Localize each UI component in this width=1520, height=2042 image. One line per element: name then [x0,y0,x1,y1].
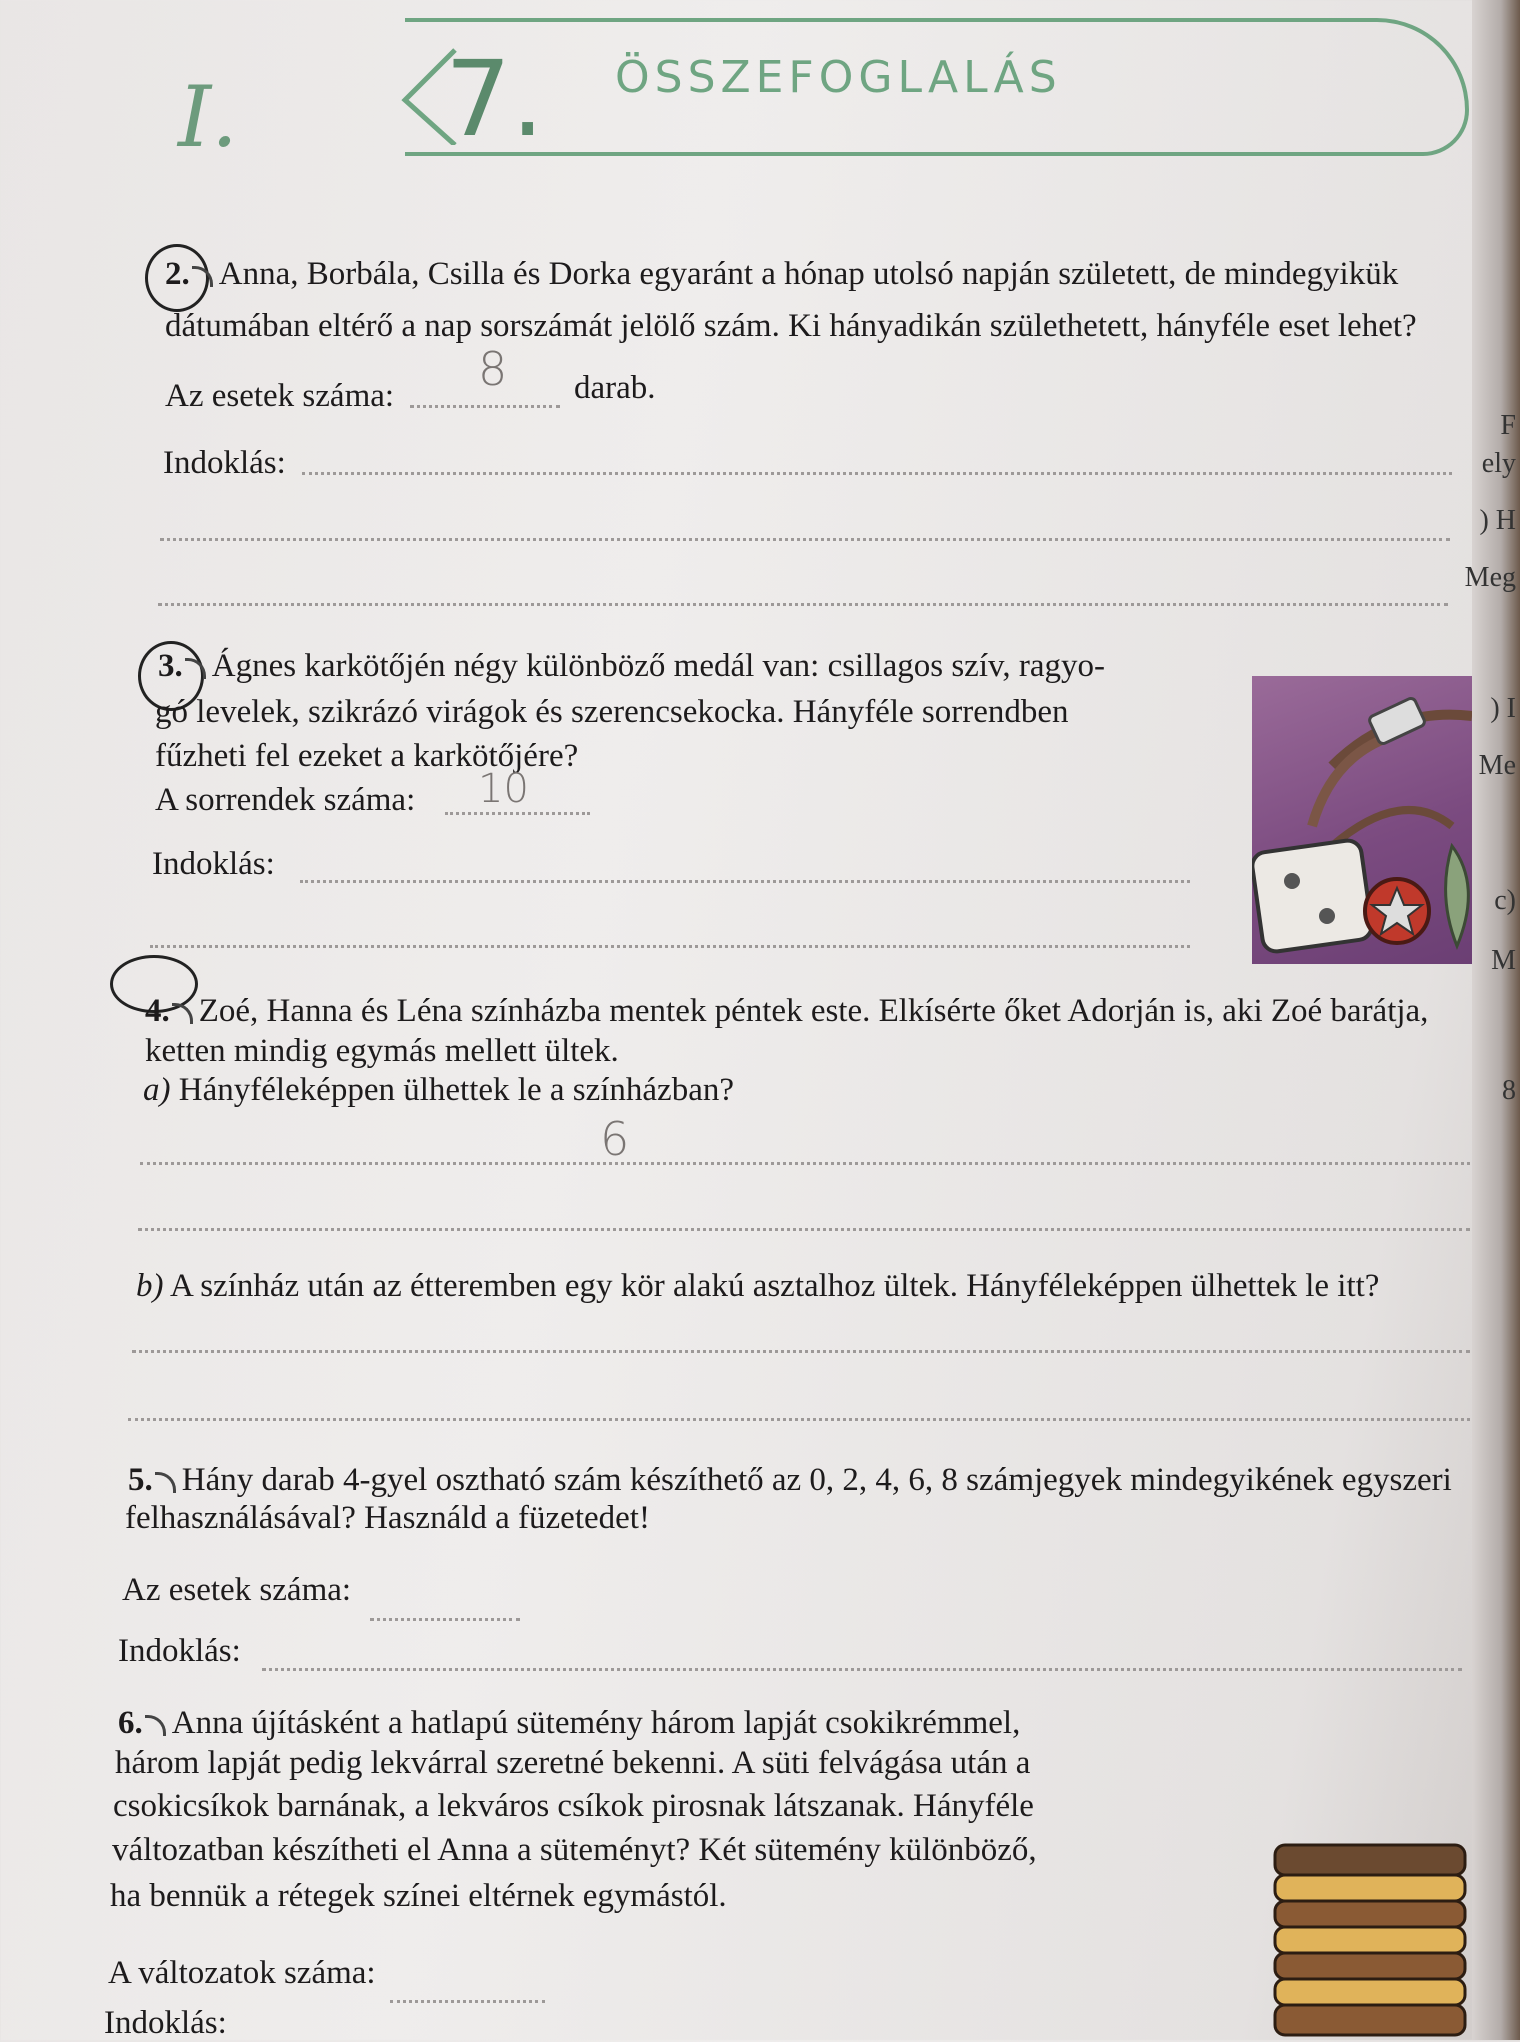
q4b-answer-line-1[interactable] [132,1350,1470,1353]
q6-reason-label: Indoklás: [104,2005,227,2041]
edge-fragment: Meg [1464,562,1516,593]
q4-line-1: 4. Zoé, Hanna és Léna színházba mentek péntek este. Elkísérte őket Adorján is, aki Zoé barátja, [145,993,1429,1029]
q6-line-3: csokicsíkok barnának, a lekváros csíkok pirosnak látszanak. Hányféle [113,1788,1034,1824]
q2-cases-answer-line[interactable] [410,405,560,408]
q6-line-5: ha bennük a rétegek színei eltérnek egymástól. [110,1878,727,1914]
difficulty-icon [192,266,213,287]
q3-reason-line-2[interactable] [150,945,1190,948]
q4-line-2: ketten mindig egymás mellett ültek. [145,1033,619,1069]
q5-line-2: felhasználásával? Használd a füzetedet! [125,1500,650,1536]
q4a-answer-line-2[interactable] [138,1228,1470,1231]
difficulty-icon [172,1003,193,1024]
q5-line-1: 5. Hány darab 4-gyel osztható szám készíthető az 0, 2, 4, 6, 8 számjegyek mindegyikének egyszeri [128,1462,1452,1498]
q3-orders-answer-line[interactable] [445,812,590,815]
q5-cases-label: Az esetek száma: [122,1572,352,1608]
q4b-label: b) [136,1268,164,1304]
q3-line-1: 3. Ágnes karkötőjén négy különböző medál van: csillagos szív, ragyo- [158,648,1105,684]
part-number: I. [178,68,238,166]
q6-line-2: három lapját pedig lekvárral szeretné bekenni. A süti felvágása után a [115,1745,1031,1781]
q3-reason-line-1[interactable] [300,880,1190,883]
adjacent-page-edge [1472,0,1520,2040]
q2-cases-label: Az esetek száma: [165,378,395,414]
q2-line-1: 2. Anna, Borbála, Csilla és Dorka egyaránt a hónap utolsó napján született, de mindegyikük [165,256,1399,292]
q2-reason-line-2[interactable] [160,538,1450,541]
q3-orders-handwritten-answer: 10 [478,766,529,812]
q3-reason-label: Indoklás: [152,846,275,882]
edge-fragment: M [1491,945,1516,976]
edge-fragment: 8 [1502,1075,1516,1106]
cake-illustration [1270,1805,1470,2040]
q3-line-2: gó levelek, szikrázó virágok és szerencsekocka. Hányféle sorrendben [155,694,1069,730]
q2-cases-handwritten-answer: 8 [478,342,508,396]
q2-cases-unit: darab. [574,370,656,406]
edge-fragment: ) I [1490,693,1516,724]
q2-line-2: dátumában eltérő a nap sorszámát jelölő szám. Ki hányadikán születhetett, hányféle eset lehet? [165,308,1417,344]
difficulty-icon [185,658,206,679]
q4a-label: a) [143,1072,171,1108]
chapter-title: ÖSSZEFOGLALÁS [615,52,1062,103]
q3-number: 3. [158,648,183,684]
q2-number: 2. [165,256,190,292]
q5-reason-line[interactable] [262,1668,1462,1671]
q6-variants-label: A változatok száma: [108,1955,376,1991]
q3-orders-label: A sorrendek száma: [155,782,416,818]
q6-line-4: változatban készítheti el Anna a süteményt? Két sütemény különböző, [112,1832,1037,1868]
q4b-answer-line-2[interactable] [128,1418,1470,1421]
q2-reason-line-3[interactable] [158,603,1448,606]
edge-fragment: c) [1494,885,1516,916]
edge-fragment: ely [1481,448,1516,479]
q4b-question: b) A színház után az étteremben egy kör alakú asztalhoz ültek. Hányféleképpen ülhettek le itt? [136,1268,1380,1304]
q5-cases-answer-line[interactable] [370,1618,520,1621]
edge-fragment: F [1500,410,1516,441]
difficulty-icon [145,1715,166,1736]
q6-variants-answer-line[interactable] [390,2000,545,2003]
bracelet-icon [1252,676,1500,964]
q4a-answer-line-1[interactable] [140,1162,1470,1165]
bracelet-illustration [1252,676,1500,964]
chapter-number: 7. [445,38,545,160]
cake-icon [1275,1845,1465,2035]
q5-reason-label: Indoklás: [118,1633,241,1669]
difficulty-icon [155,1472,176,1493]
q5-number: 5. [128,1462,153,1498]
q2-reason-label: Indoklás: [163,445,286,481]
q6-number: 6. [118,1705,143,1741]
q4a-handwritten-answer: 6 [600,1112,630,1166]
q2-reason-line-1[interactable] [302,472,1452,475]
q3-line-3: fűzheti fel ezeket a karkötőjére? [155,738,579,774]
q4a-question: a) Hányféleképpen ülhettek le a színházban? [143,1072,734,1108]
edge-fragment: ) H [1479,505,1516,536]
edge-fragment: Me [1478,750,1516,781]
q6-line-1: 6. Anna újításként a hatlapú sütemény három lapját csokikrémmel, [118,1705,1021,1741]
q4-number: 4. [145,993,170,1029]
